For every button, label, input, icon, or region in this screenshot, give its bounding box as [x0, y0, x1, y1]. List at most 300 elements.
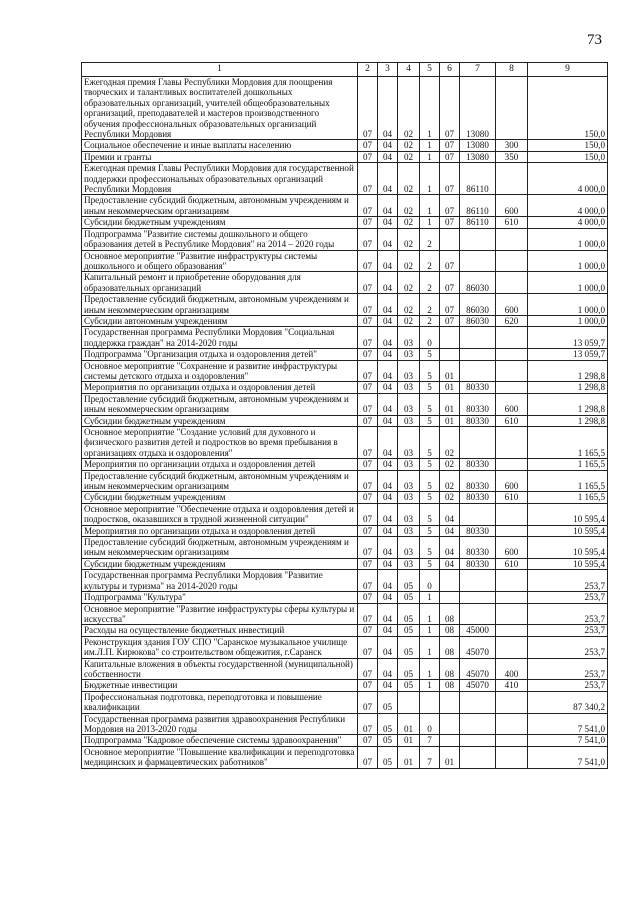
code-cell	[460, 228, 496, 250]
code-cell: 600	[496, 294, 528, 316]
amount-cell: 10 595,4	[528, 558, 608, 569]
table-row	[82, 570, 608, 592]
code-cell: 03	[398, 327, 420, 349]
code-cell: 80330	[460, 470, 496, 492]
row-name-cell: Расходы на осуществление бюджетных инвестиций	[82, 625, 358, 636]
code-cell: 07	[358, 415, 378, 426]
code-cell: 07	[358, 503, 378, 525]
amount-cell: 1 298,8	[528, 393, 608, 415]
row-name-cell: Субсидии автономным учреждениям	[82, 315, 358, 326]
code-cell: 07	[358, 636, 378, 658]
code-cell: 03	[398, 427, 420, 459]
code-cell: 04	[378, 151, 398, 162]
row-name-cell: Государственная программа Республики Мордовия "Развитие культуры и туризма" на 2014-2020 годы	[82, 570, 358, 592]
code-cell: 04	[378, 570, 398, 592]
code-cell: 05	[378, 713, 398, 735]
table-row	[82, 272, 608, 294]
code-cell: 07	[358, 217, 378, 228]
code-cell: 07	[358, 151, 378, 162]
code-cell	[496, 427, 528, 459]
row-name-cell: Субсидии бюджетным учреждениям	[82, 217, 358, 228]
amount-cell: 1 298,8	[528, 382, 608, 393]
code-cell: 86030	[460, 272, 496, 294]
amount-cell: 1 298,8	[528, 415, 608, 426]
amount-cell: 253,7	[528, 592, 608, 603]
code-cell: 86030	[460, 294, 496, 316]
code-cell: 08	[440, 680, 460, 691]
code-cell: 04	[378, 349, 398, 360]
code-cell: 03	[398, 537, 420, 559]
code-cell	[460, 691, 496, 713]
row-name-cell: Предоставление субсидий бюджетным, автономным учреждениям и иным некоммерческим организациям	[82, 470, 358, 492]
code-cell: 04	[378, 636, 398, 658]
table-row	[82, 228, 608, 250]
code-cell: 07	[440, 151, 460, 162]
code-cell: 04	[378, 327, 398, 349]
code-cell: 1	[420, 592, 440, 603]
code-cell	[496, 228, 528, 250]
code-cell: 1	[420, 163, 440, 195]
code-cell: 5	[420, 503, 440, 525]
table-row	[82, 525, 608, 536]
amount-cell: 1 000,0	[528, 272, 608, 294]
row-name-cell: Ежегодная премия Главы Республики Мордовия для поощрения творческих и талантливых воспитателей дошкольных образовательных организаций, учителей общеобразовательных организаций, преподавателей и мастеров производственного обучения профессиональных образовательных организаций Республики Мордовия	[82, 77, 358, 140]
code-cell: 07	[358, 691, 378, 713]
code-cell: 02	[398, 195, 420, 217]
row-name-cell: Основное мероприятие "Повышение квалификации и переподготовка медицинских и фармацевтических работников"	[82, 746, 358, 768]
amount-cell: 1 000,0	[528, 294, 608, 316]
table-row	[82, 250, 608, 272]
code-cell: 07	[358, 603, 378, 625]
code-cell	[496, 636, 528, 658]
code-cell: 7	[420, 746, 440, 768]
row-name-cell: Государственная программа Республики Мордовия "Социальная поддержка граждан" на 2014-2020 годы	[82, 327, 358, 349]
code-cell: 04	[378, 228, 398, 250]
code-cell: 04	[378, 250, 398, 272]
amount-cell: 253,7	[528, 603, 608, 625]
code-cell: 01	[398, 735, 420, 746]
amount-cell: 150,0	[528, 140, 608, 151]
table-row	[82, 315, 608, 326]
row-name-cell: Мероприятия по организации отдыха и оздоровления детей	[82, 525, 358, 536]
code-cell: 400	[496, 658, 528, 680]
code-cell: 07	[358, 140, 378, 151]
table-row	[82, 537, 608, 559]
table-row	[82, 195, 608, 217]
header-cell: 3	[378, 63, 398, 77]
amount-cell: 150,0	[528, 77, 608, 140]
code-cell: 07	[440, 294, 460, 316]
code-cell: 5	[420, 360, 440, 382]
code-cell	[440, 735, 460, 746]
code-cell: 07	[440, 77, 460, 140]
table-row	[82, 327, 608, 349]
code-cell: 80330	[460, 415, 496, 426]
code-cell: 01	[440, 415, 460, 426]
code-cell: 07	[440, 315, 460, 326]
table-row	[82, 691, 608, 713]
code-cell: 04	[378, 625, 398, 636]
header-cell: 1	[82, 63, 358, 77]
code-cell: 05	[398, 603, 420, 625]
code-cell: 300	[496, 140, 528, 151]
amount-cell: 253,7	[528, 658, 608, 680]
code-cell: 08	[440, 603, 460, 625]
code-cell: 02	[398, 315, 420, 326]
code-cell: 07	[358, 558, 378, 569]
code-cell: 5	[420, 349, 440, 360]
code-cell	[460, 570, 496, 592]
code-cell: 2	[420, 315, 440, 326]
table-row	[82, 77, 608, 140]
row-name-cell: Капитальный ремонт и приобретение оборудования для образовательных организаций	[82, 272, 358, 294]
header-cell: 4	[398, 63, 420, 77]
code-cell: 07	[440, 140, 460, 151]
code-cell: 2	[420, 250, 440, 272]
row-name-cell: Подпрограмма "Развитие системы дошкольного и общего образования детей в Республике Мордовия" на 2014 – 2020 годы	[82, 228, 358, 250]
code-cell	[440, 228, 460, 250]
code-cell: 86030	[460, 315, 496, 326]
code-cell: 02	[440, 427, 460, 459]
amount-cell: 253,7	[528, 680, 608, 691]
code-cell: 600	[496, 393, 528, 415]
code-cell: 5	[420, 382, 440, 393]
amount-cell: 7 541,0	[528, 746, 608, 768]
code-cell: 01	[398, 713, 420, 735]
code-cell	[496, 525, 528, 536]
row-name-cell: Мероприятия по организации отдыха и оздоровления детей	[82, 382, 358, 393]
row-name-cell: Субсидии бюджетным учреждениям	[82, 492, 358, 503]
code-cell: 1	[420, 636, 440, 658]
code-cell	[496, 625, 528, 636]
code-cell: 04	[378, 217, 398, 228]
code-cell	[398, 691, 420, 713]
amount-cell: 1 165,5	[528, 427, 608, 459]
code-cell: 1	[420, 140, 440, 151]
code-cell: 5	[420, 525, 440, 536]
row-name-cell: Основное мероприятие "Создание условий для духовного и физического развития детей и подростков во время пребывания в организациях отдыха и оздоровления"	[82, 427, 358, 459]
amount-cell: 7 541,0	[528, 713, 608, 735]
header-cell: 7	[460, 63, 496, 77]
code-cell: 5	[420, 393, 440, 415]
code-cell: 02	[398, 77, 420, 140]
code-cell	[496, 735, 528, 746]
code-cell: 1	[420, 603, 440, 625]
code-cell: 07	[358, 250, 378, 272]
code-cell: 05	[378, 691, 398, 713]
code-cell: 04	[378, 294, 398, 316]
code-cell: 07	[440, 195, 460, 217]
table-row	[82, 503, 608, 525]
row-name-cell: Предоставление субсидий бюджетным, автономным учреждениям и иным некоммерческим организациям	[82, 537, 358, 559]
code-cell: 5	[420, 470, 440, 492]
code-cell: 410	[496, 680, 528, 691]
code-cell: 45070	[460, 636, 496, 658]
code-cell: 03	[398, 382, 420, 393]
code-cell: 86110	[460, 217, 496, 228]
row-name-cell: Социальное обеспечение и иные выплаты населению	[82, 140, 358, 151]
code-cell	[460, 250, 496, 272]
code-cell: 03	[398, 393, 420, 415]
code-cell: 07	[358, 625, 378, 636]
code-cell: 07	[358, 294, 378, 316]
table-row	[82, 625, 608, 636]
table-row	[82, 427, 608, 459]
code-cell: 07	[440, 272, 460, 294]
code-cell: 01	[398, 746, 420, 768]
amount-cell: 13 059,7	[528, 349, 608, 360]
code-cell: 07	[440, 163, 460, 195]
code-cell: 04	[378, 558, 398, 569]
code-cell	[496, 691, 528, 713]
code-cell: 02	[398, 250, 420, 272]
code-cell	[460, 503, 496, 525]
code-cell	[460, 713, 496, 735]
code-cell: 03	[398, 558, 420, 569]
code-cell: 0	[420, 327, 440, 349]
code-cell: 07	[358, 427, 378, 459]
code-cell	[460, 746, 496, 768]
code-cell: 1	[420, 625, 440, 636]
code-cell: 07	[358, 382, 378, 393]
code-cell: 02	[398, 163, 420, 195]
code-cell	[460, 735, 496, 746]
row-name-cell: Государственная программа развития здравоохранения Республики Мордовия на 2013-2020 годы	[82, 713, 358, 735]
amount-cell: 4 000,0	[528, 217, 608, 228]
header-cell: 9	[528, 63, 608, 77]
table-row	[82, 713, 608, 735]
code-cell	[496, 250, 528, 272]
table-row	[82, 151, 608, 162]
code-cell: 04	[378, 592, 398, 603]
code-cell: 04	[378, 315, 398, 326]
row-name-cell: Подпрограмма "Культура"	[82, 592, 358, 603]
code-cell: 04	[378, 77, 398, 140]
table-row	[82, 746, 608, 768]
table-header-row	[82, 63, 608, 77]
page-number: 73	[587, 32, 602, 48]
table-row	[82, 636, 608, 658]
code-cell	[460, 327, 496, 349]
code-cell: 04	[440, 558, 460, 569]
row-name-cell: Субсидии бюджетным учреждениям	[82, 558, 358, 569]
code-cell: 04	[378, 382, 398, 393]
code-cell: 04	[378, 658, 398, 680]
code-cell: 07	[358, 470, 378, 492]
code-cell: 07	[358, 77, 378, 140]
code-cell: 02	[398, 140, 420, 151]
code-cell: 07	[358, 195, 378, 217]
code-cell: 05	[378, 746, 398, 768]
code-cell: 02	[440, 470, 460, 492]
code-cell: 01	[440, 360, 460, 382]
code-cell: 07	[358, 349, 378, 360]
code-cell	[440, 327, 460, 349]
code-cell: 600	[496, 195, 528, 217]
code-cell	[440, 713, 460, 735]
code-cell: 5	[420, 415, 440, 426]
amount-cell: 1 298,8	[528, 360, 608, 382]
code-cell: 07	[358, 163, 378, 195]
amount-cell: 10 595,4	[528, 525, 608, 536]
code-cell: 07	[358, 492, 378, 503]
header-cell: 5	[420, 63, 440, 77]
table-row	[82, 459, 608, 470]
amount-cell: 10 595,4	[528, 503, 608, 525]
code-cell: 02	[398, 272, 420, 294]
row-name-cell: Ежегодная премия Главы Республики Мордовия для государственной поддержки профессиональных образовательных организаций Республики Мордовия	[82, 163, 358, 195]
code-cell: 02	[398, 217, 420, 228]
amount-cell: 1 165,5	[528, 459, 608, 470]
row-name-cell: Основное мероприятие "Обеспечение отдыха и оздоровления детей и подростков, оказавшихся в трудной жизненной ситуации"	[82, 503, 358, 525]
code-cell: 04	[378, 195, 398, 217]
table-row	[82, 603, 608, 625]
code-cell: 610	[496, 492, 528, 503]
row-name-cell: Профессиональная подготовка, переподготовка и повышение квалификации	[82, 691, 358, 713]
code-cell: 80330	[460, 382, 496, 393]
code-cell: 1	[420, 151, 440, 162]
code-cell: 05	[398, 636, 420, 658]
amount-cell: 4 000,0	[528, 195, 608, 217]
code-cell	[420, 691, 440, 713]
table-row	[82, 558, 608, 569]
code-cell: 07	[358, 735, 378, 746]
table-row	[82, 140, 608, 151]
code-cell: 13080	[460, 77, 496, 140]
code-cell: 04	[378, 603, 398, 625]
code-cell: 07	[358, 459, 378, 470]
amount-cell: 1 165,5	[528, 492, 608, 503]
code-cell: 04	[378, 680, 398, 691]
code-cell: 07	[358, 525, 378, 536]
code-cell	[496, 713, 528, 735]
table-row	[82, 735, 608, 746]
code-cell: 07	[358, 272, 378, 294]
code-cell: 2	[420, 294, 440, 316]
header-cell: 6	[440, 63, 460, 77]
code-cell: 04	[378, 537, 398, 559]
code-cell: 80330	[460, 558, 496, 569]
code-cell: 03	[398, 492, 420, 503]
code-cell: 07	[358, 537, 378, 559]
code-cell: 13080	[460, 140, 496, 151]
table-row	[82, 658, 608, 680]
code-cell	[460, 427, 496, 459]
budget-table	[81, 62, 608, 769]
row-name-cell: Предоставление субсидий бюджетным, автономным учреждениям и иным некоммерческим организациям	[82, 195, 358, 217]
row-name-cell: Реконструкция здания ГОУ СПО "Саранское музыкальное училище им.Л.П. Кирюкова" со строительством общежития, г.Саранск	[82, 636, 358, 658]
code-cell: 04	[378, 272, 398, 294]
code-cell	[496, 603, 528, 625]
table-row	[82, 393, 608, 415]
code-cell: 05	[398, 680, 420, 691]
code-cell: 600	[496, 537, 528, 559]
code-cell: 04	[440, 503, 460, 525]
code-cell: 01	[440, 746, 460, 768]
table-row	[82, 592, 608, 603]
code-cell: 04	[378, 459, 398, 470]
row-name-cell: Бюджетные инвестиции	[82, 680, 358, 691]
code-cell: 07	[358, 570, 378, 592]
code-cell: 0	[420, 570, 440, 592]
code-cell	[440, 592, 460, 603]
code-cell	[496, 77, 528, 140]
code-cell: 07	[358, 393, 378, 415]
table-row	[82, 217, 608, 228]
code-cell: 07	[358, 658, 378, 680]
row-name-cell: Основное мероприятие "Развитие инфраструктуры сферы культуры и искусства"	[82, 603, 358, 625]
code-cell: 04	[440, 537, 460, 559]
table-row	[82, 680, 608, 691]
code-cell	[460, 592, 496, 603]
code-cell: 05	[398, 658, 420, 680]
row-name-cell: Субсидии бюджетным учреждениям	[82, 415, 358, 426]
code-cell: 80330	[460, 537, 496, 559]
code-cell: 02	[440, 492, 460, 503]
code-cell: 04	[378, 525, 398, 536]
code-cell: 350	[496, 151, 528, 162]
code-cell: 04	[378, 427, 398, 459]
code-cell	[496, 327, 528, 349]
code-cell: 1	[420, 77, 440, 140]
amount-cell: 13 059,7	[528, 327, 608, 349]
amount-cell: 253,7	[528, 636, 608, 658]
code-cell: 07	[358, 592, 378, 603]
code-cell	[496, 592, 528, 603]
code-cell	[496, 349, 528, 360]
code-cell: 0	[420, 713, 440, 735]
code-cell: 86110	[460, 195, 496, 217]
amount-cell: 253,7	[528, 570, 608, 592]
table-body	[82, 77, 608, 769]
code-cell: 80330	[460, 492, 496, 503]
code-cell: 02	[440, 459, 460, 470]
row-name-cell: Предоставление субсидий бюджетным, автономным учреждениям и иным некоммерческим организациям	[82, 294, 358, 316]
code-cell: 1	[420, 680, 440, 691]
code-cell: 5	[420, 459, 440, 470]
code-cell	[496, 360, 528, 382]
code-cell	[496, 459, 528, 470]
code-cell: 45070	[460, 680, 496, 691]
row-name-cell: Мероприятия по организации отдыха и оздоровления детей	[82, 459, 358, 470]
row-name-cell: Капитальные вложения в объекты государственной (муниципальной) собственности	[82, 658, 358, 680]
code-cell: 02	[398, 294, 420, 316]
code-cell	[440, 570, 460, 592]
code-cell: 03	[398, 503, 420, 525]
code-cell: 04	[378, 140, 398, 151]
table-row	[82, 382, 608, 393]
code-cell: 07	[358, 360, 378, 382]
table-row	[82, 415, 608, 426]
amount-cell: 253,7	[528, 625, 608, 636]
code-cell: 1	[420, 195, 440, 217]
code-cell: 03	[398, 525, 420, 536]
code-cell: 08	[440, 636, 460, 658]
amount-cell: 4 000,0	[528, 163, 608, 195]
code-cell: 2	[420, 228, 440, 250]
code-cell: 07	[358, 228, 378, 250]
code-cell: 05	[378, 735, 398, 746]
row-name-cell: Основное мероприятие "Развитие инфраструктуры системы дошкольного и общего образования"	[82, 250, 358, 272]
table-row	[82, 360, 608, 382]
code-cell: 80330	[460, 459, 496, 470]
row-name-cell: Предоставление субсидий бюджетным, автономным учреждениям и иным некоммерческим организациям	[82, 393, 358, 415]
code-cell	[496, 746, 528, 768]
code-cell: 45000	[460, 625, 496, 636]
code-cell: 01	[440, 393, 460, 415]
code-cell: 02	[398, 151, 420, 162]
table-row	[82, 163, 608, 195]
